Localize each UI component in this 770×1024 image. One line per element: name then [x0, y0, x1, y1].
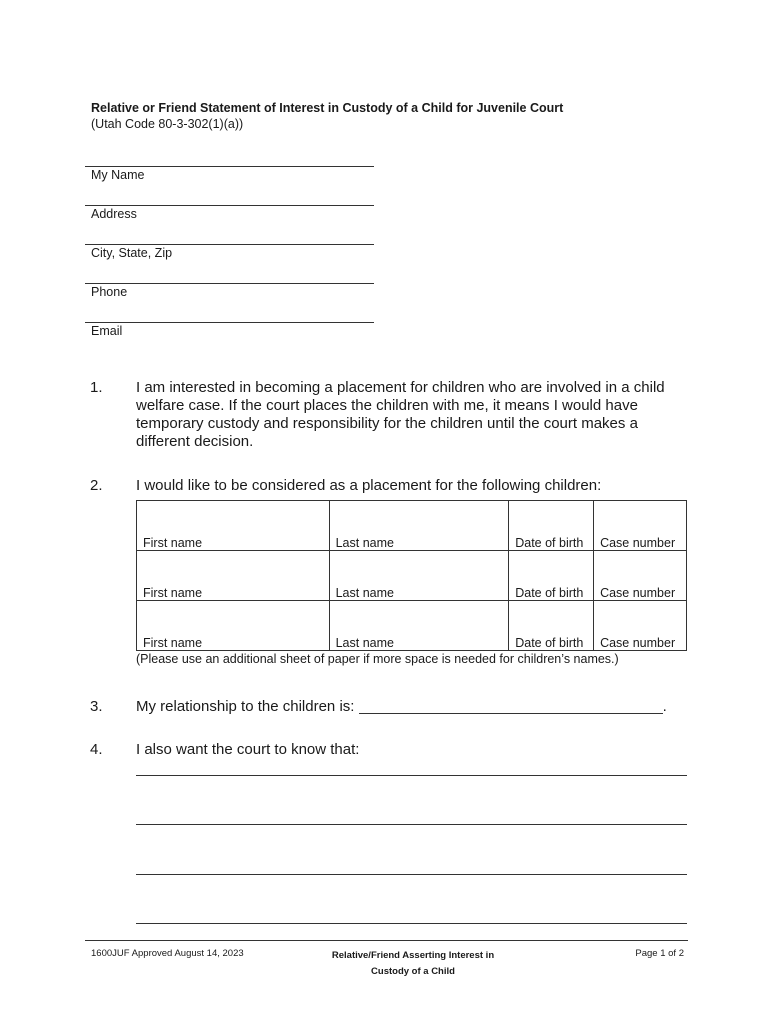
table-row — [137, 551, 687, 588]
my-name-field[interactable] — [85, 166, 374, 167]
phone-field[interactable] — [85, 283, 374, 284]
table-row — [137, 637, 687, 651]
first-name-label: First name — [137, 537, 330, 551]
statute-citation: (Utah Code 80-3-302(1)(a)) — [91, 117, 244, 131]
footer-title-line-2: Custody of a Child — [371, 966, 455, 977]
children-table — [136, 500, 687, 651]
child-3-case-number-cell[interactable] — [594, 601, 687, 638]
first-name-label: First name — [137, 637, 330, 651]
form-approval-id: 1600JUF Approved August 14, 2023 — [91, 948, 244, 959]
child-2-last-name-cell[interactable] — [329, 551, 509, 588]
child-2-dob-cell[interactable] — [509, 551, 594, 588]
item-2-text: I would like to be considered as a placement for the following children: — [136, 477, 602, 494]
item-3-line — [136, 698, 667, 716]
additional-info-line-3[interactable] — [136, 874, 687, 875]
child-1-first-name-cell[interactable] — [137, 501, 330, 538]
additional-info-line-1[interactable] — [136, 775, 687, 776]
item-3-period: . — [662, 698, 667, 715]
form-title: Relative or Friend Statement of Interest in Custody of a Child for Juvenile Court — [91, 101, 564, 115]
child-2-case-number-cell[interactable] — [594, 551, 687, 588]
city-state-zip-label: City, State, Zip — [91, 246, 173, 260]
my-name-label: My Name — [91, 168, 145, 182]
city-state-zip-field[interactable] — [85, 244, 374, 245]
item-1-text: I am interested in becoming a placement for children who are involved in a child welfare case. If the court places the children with me, it means I would have temporary custody and responsibility for the children until the court makes a different decision. — [136, 379, 665, 450]
footer-divider — [85, 940, 688, 941]
footer-title-line-1: Relative/Friend Asserting Interest in — [331, 950, 495, 961]
case-number-label: Case number — [594, 587, 687, 601]
additional-info-line-4[interactable] — [136, 923, 687, 924]
case-number-label: Case number — [594, 637, 687, 651]
child-1-case-number-cell[interactable] — [594, 501, 687, 538]
table-row — [137, 501, 687, 538]
item-4-number: 4. — [90, 741, 103, 758]
child-1-dob-cell[interactable] — [509, 501, 594, 538]
child-2-first-name-cell[interactable] — [137, 551, 330, 588]
last-name-label: Last name — [329, 637, 509, 651]
last-name-label: Last name — [329, 587, 509, 601]
item-1-number: 1. — [90, 379, 103, 396]
additional-info-line-2[interactable] — [136, 824, 687, 825]
item-3-text: My relationship to the children is: — [136, 698, 355, 715]
child-3-first-name-cell[interactable] — [137, 601, 330, 638]
table-row — [137, 601, 687, 638]
address-label: Address — [91, 207, 137, 221]
item-3-number: 3. — [90, 698, 103, 715]
item-2-number: 2. — [90, 477, 103, 494]
footer-form-title — [300, 948, 526, 980]
email-label: Email — [91, 324, 123, 338]
phone-label: Phone — [91, 285, 128, 299]
table-row — [137, 537, 687, 551]
dob-label: Date of birth — [509, 637, 594, 651]
relationship-field[interactable] — [359, 699, 663, 714]
table-row — [137, 587, 687, 601]
item-4-text: I also want the court to know that: — [136, 741, 360, 758]
last-name-label: Last name — [329, 537, 509, 551]
page-number: Page 1 of 2 — [635, 948, 684, 959]
table-note: (Please use an additional sheet of paper if more space is needed for children’s names.) — [136, 652, 619, 666]
first-name-label: First name — [137, 587, 330, 601]
child-3-last-name-cell[interactable] — [329, 601, 509, 638]
address-field[interactable] — [85, 205, 374, 206]
case-number-label: Case number — [594, 537, 687, 551]
email-field[interactable] — [85, 322, 374, 323]
dob-label: Date of birth — [509, 587, 594, 601]
dob-label: Date of birth — [509, 537, 594, 551]
child-3-dob-cell[interactable] — [509, 601, 594, 638]
child-1-last-name-cell[interactable] — [329, 501, 509, 538]
